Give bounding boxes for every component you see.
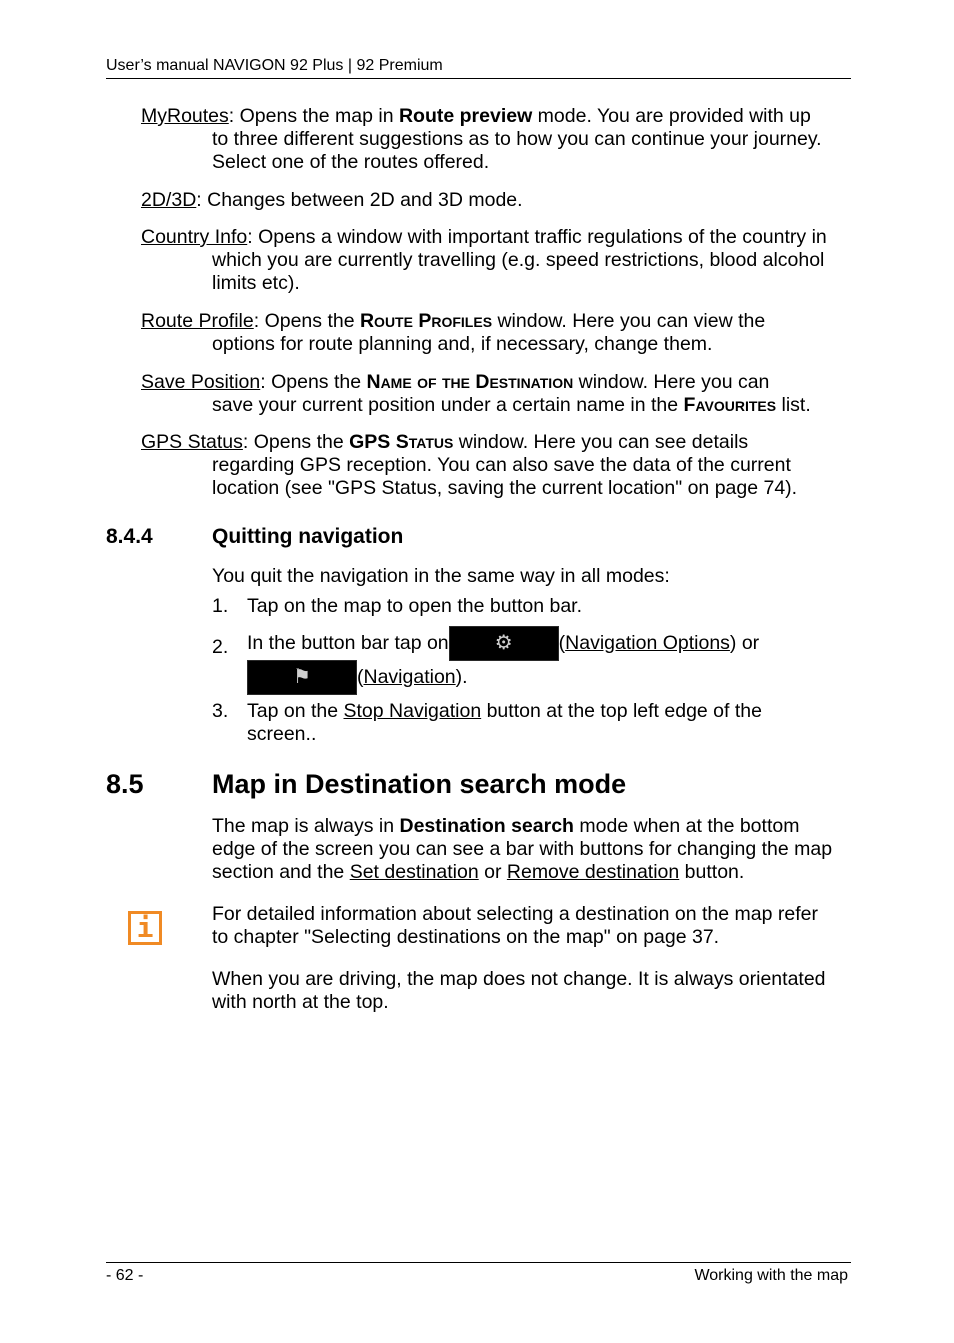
term-2d3d: 2D/3D — [141, 189, 197, 211]
page-number: - 62 - — [106, 1267, 144, 1284]
term-myroutes: MyRoutes — [141, 105, 229, 127]
link-navigation-options: Navigation Options — [565, 631, 730, 654]
section-title: Quitting navigation — [212, 525, 404, 548]
menu-entry-gps-status: GPS Status: Opens the GPS Status window. Here you can see details regarding GPS reception. You can also save the data of the current location (see "GPS Status, saving the current location" on page 74). — [141, 431, 798, 499]
link-remove-destination: Remove destination — [506, 861, 680, 883]
menu-entry-save-position: Save Position: Opens the Name of the Destination window. Here you can save your current position under a certain name in the Favourites list. — [141, 371, 811, 416]
driving-note: When you are driving, the map does not change. It is always orientated with north at the top. — [212, 968, 826, 1013]
section-heading-8-4-4 — [106, 524, 404, 550]
term-route-profile: Route Profile — [141, 310, 254, 332]
page-header: User’s manual NAVIGON 92 Plus | 92 Premium — [106, 56, 851, 79]
term-country-info: Country Info — [141, 226, 248, 248]
destination-search-paragraph: The map is always in Destination search mode when at the bottom edge of the screen you can see a bar with buttons for changing the map section and the Set destination or Remove destination button. — [212, 815, 833, 883]
link-stop-navigation: Stop Navigation — [343, 700, 482, 722]
term-gps-status: GPS Status — [141, 431, 243, 453]
menu-entry-route-profile: Route Profile: Opens the Route Profiles window. Here you can view the options for route planning and, if necessary, change them. — [141, 310, 766, 355]
footer-divider — [106, 1262, 851, 1263]
menu-entry-2d3d: 2D/3D: Changes between 2D and 3D mode. — [141, 189, 523, 211]
gear-icon: ⚙ — [494, 632, 513, 654]
link-set-destination: Set destination — [349, 861, 479, 883]
section-number: 8.4.4 — [106, 525, 153, 548]
footer-section-title: Working with the map — [694, 1267, 848, 1284]
info-note: For detailed information about selecting a destination on the map refer to chapter "Selecting destinations on the map" on page 37. — [212, 903, 818, 948]
section-heading-8-5 — [106, 768, 627, 800]
flag-icon: ⚑ — [293, 666, 311, 688]
menu-entry-myroutes: MyRoutes: Opens the map in Route preview mode. You are provided with up to three different suggestions as to how you can continue your journey. Select one of the routes offered. — [141, 105, 822, 173]
step-2: 2. In the button bar tap on ⚙ ( Navigation Options ) or ⚑ ( Navigation ). — [212, 626, 852, 696]
section-number: 8.5 — [106, 769, 144, 799]
info-icon: i — [128, 911, 162, 945]
section-title: Map in Destination search mode — [212, 769, 627, 799]
navigation-options-button-image — [449, 626, 559, 661]
term-save-position: Save Position — [141, 371, 261, 393]
link-navigation: Navigation — [363, 665, 456, 688]
menu-entry-country-info: Country Info: Opens a window with important traffic regulations of the country in which you are currently travelling (e.g. speed restrictions, blood alcohol limits etc). — [141, 226, 827, 294]
navigation-button-image — [247, 660, 357, 695]
quit-intro: You quit the navigation in the same way in all modes: — [212, 565, 670, 587]
